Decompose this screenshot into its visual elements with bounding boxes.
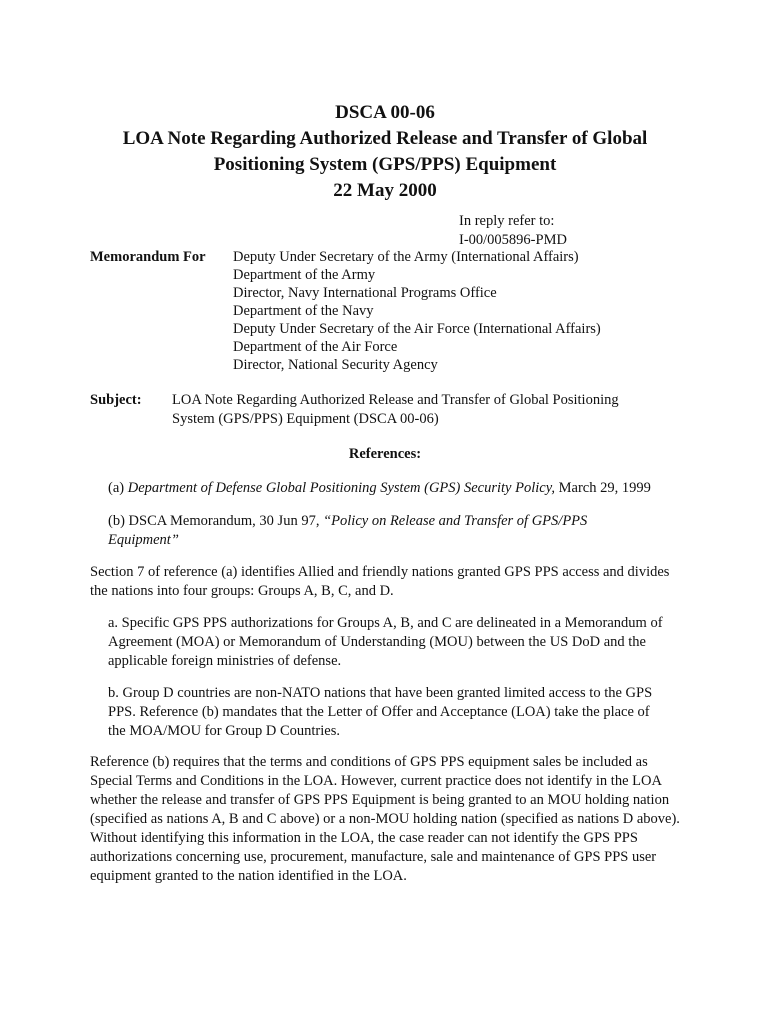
item-b-paragraph: b. Group D countries are non-NATO nations that have been granted limited access to the GPS PPS. Reference (b) mandates that the Letter of Offer and Acceptance (LOA) take the place of the MOA/MOU for Group D Countries.	[108, 685, 653, 739]
recipient: Deputy Under Secretary of the Army (International Affairs)	[233, 249, 579, 265]
title-line-2: LOA Note Regarding Authorized Release and Transfer of Global	[122, 128, 648, 149]
recipient: Director, Navy International Programs Office	[233, 285, 497, 301]
reference-a-date: March 29, 1999	[554, 480, 651, 496]
item-a-paragraph: a. Specific GPS PPS authorizations for Groups A, B, and C are delineated in a Memorandum of Agreement (MOA) or Memorandum of Understanding (MOU) between the US DoD and the applicable foreign ministries of defense.	[108, 615, 663, 669]
subject-label: Subject:	[90, 392, 142, 408]
memorandum-recipients	[233, 248, 601, 374]
references-heading: References:	[348, 446, 422, 462]
title-line-3: Positioning System (GPS/PPS) Equipment	[213, 154, 557, 175]
reference-a-title: Department of Defense Global Positioning System (GPS) Security Policy,	[127, 480, 555, 496]
reference-a-prefix: (a)	[108, 480, 128, 496]
recipient: Deputy Under Secretary of the Air Force (International Affairs)	[233, 321, 601, 337]
recipient: Department of the Air Force	[233, 339, 398, 355]
recipient: Department of the Navy	[233, 303, 374, 319]
reference-b-prefix: (b) DSCA Memorandum, 30 Jun 97,	[108, 513, 324, 529]
reply-label: In reply refer to:	[459, 213, 555, 229]
recipient: Department of the Army	[233, 267, 376, 283]
memorandum-label: Memorandum For	[90, 249, 206, 265]
title-date: 22 May 2000	[333, 180, 437, 201]
recipient: Director, National Security Agency	[233, 357, 438, 373]
reference-b-paragraph: Reference (b) requires that the terms and conditions of GPS PPS equipment sales be included as Special Terms and Conditions in the LOA. However, current practice does not identify in the LOA whether the release and transfer of GPS PPS Equipment is being granted to an MOU holding nation (specified as nations A, B and C above) or a non-MOU holding nation (specified as nations D above). Without identifying this information in the LOA, the case reader can not identify the GPS PPS authorizations concerning use, procurement, manufacture, sale and maintenance of GPS PPS user equipment granted to the nation identified in the LOA.	[90, 754, 680, 884]
section7-paragraph: Section 7 of reference (a) identifies Allied and friendly nations granted GPS PPS access and divides the nations into four groups: Groups A, B, C, and D.	[90, 564, 670, 599]
reference-b-title: “Policy on Release and Transfer of GPS/PPS Equipment”	[108, 513, 588, 548]
reference-a	[108, 479, 708, 498]
reference-b	[108, 512, 638, 550]
reply-reference	[459, 212, 567, 250]
subject-text: LOA Note Regarding Authorized Release and Transfer of Global Positioning System (GPS/PPS) Equipment (DSCA 00-06)	[172, 392, 619, 427]
reply-number: I-00/005896-PMD	[459, 232, 567, 248]
title-line-1: DSCA 00-06	[335, 102, 435, 123]
document-title	[0, 100, 770, 204]
